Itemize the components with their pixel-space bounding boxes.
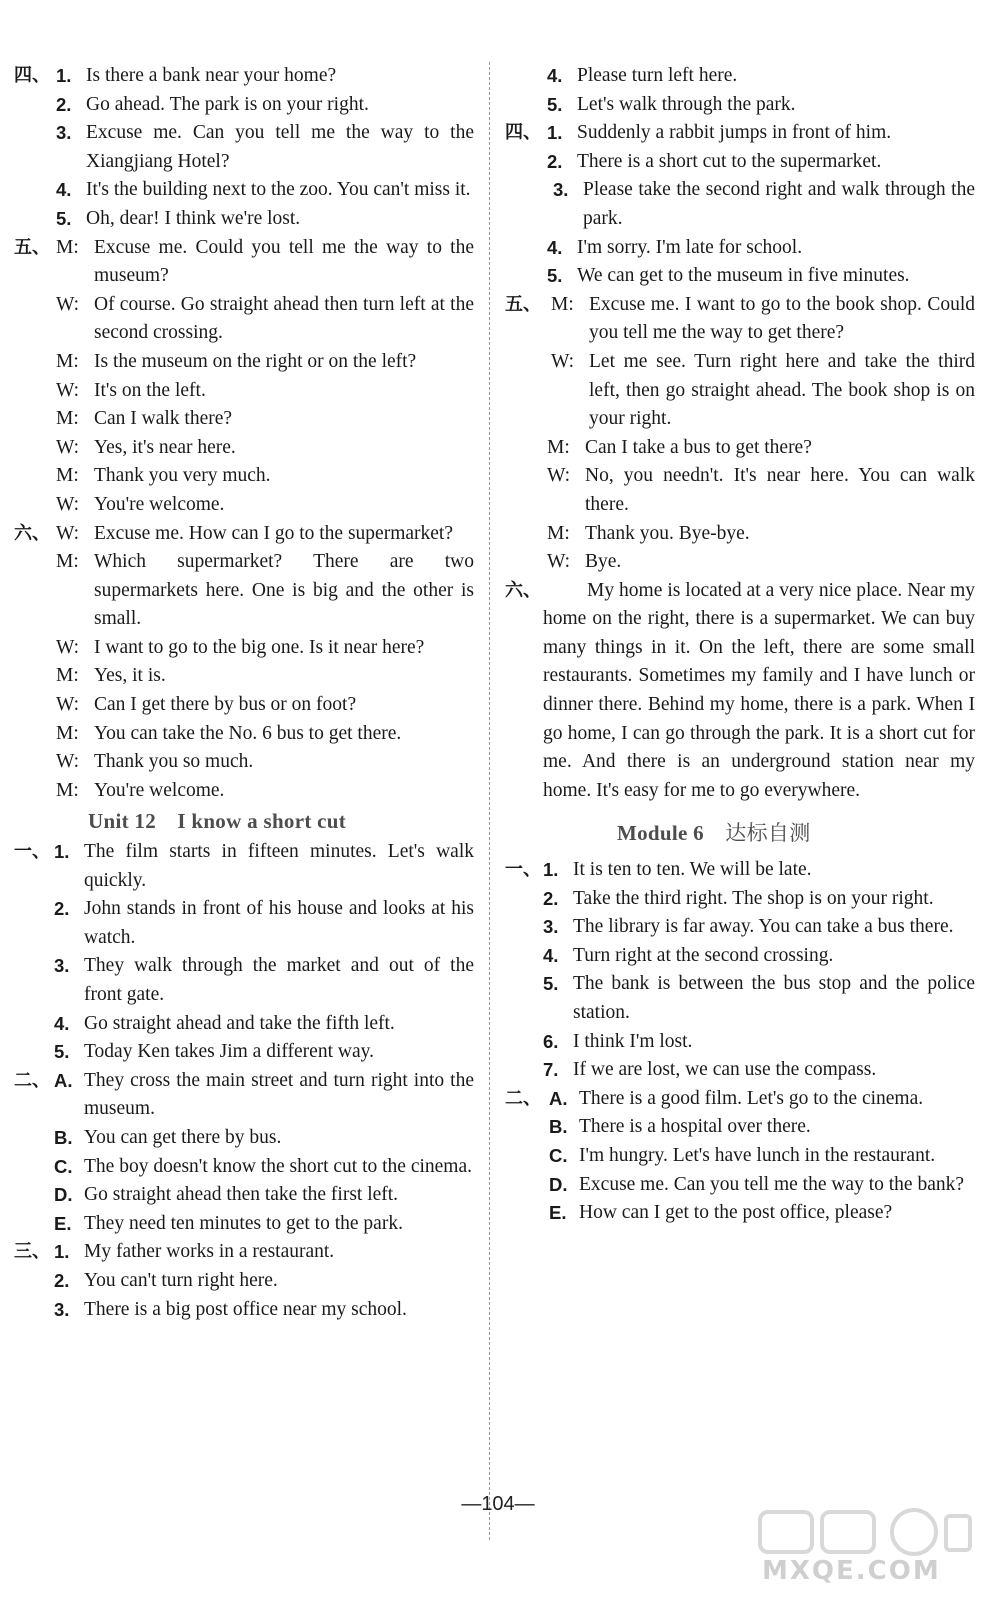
- item-text: It's the building next to the zoo. You can't miss it.: [86, 179, 471, 201]
- item-text: You can take the No. 6 bus to get there.: [94, 722, 402, 744]
- item-text: If we are lost, we can use the compass.: [573, 1059, 877, 1081]
- item-number: 1.: [56, 65, 72, 86]
- item-number: 3.: [54, 955, 70, 977]
- speaker-label: M:: [56, 779, 79, 801]
- item-number: 1.: [54, 1241, 70, 1263]
- item-number: C.: [54, 1155, 73, 1177]
- item-text: Go straight ahead and take the fifth left.: [84, 1012, 395, 1034]
- dialogue-line: [14, 405, 474, 434]
- dialogue-line: [14, 434, 474, 463]
- dialogue-line: [505, 434, 975, 463]
- item-number: B.: [549, 1116, 568, 1138]
- item-text: We can get to the museum in five minutes.: [577, 265, 910, 287]
- answer-item: [14, 91, 474, 120]
- item-text: Which supermarket? There are two supermarkets here. One is big and the other is small.: [94, 551, 474, 630]
- answer-item: [505, 1199, 975, 1228]
- dialogue-line: [14, 348, 474, 377]
- item-text: The boy doesn't know the short cut to the cinema.: [84, 1155, 473, 1177]
- speaker-label: W:: [56, 293, 80, 315]
- watermark-text: MXQE.COM: [762, 1556, 941, 1586]
- section-marker: 一、: [14, 841, 50, 863]
- item-number: 3.: [54, 1298, 70, 1320]
- item-number: 2.: [56, 93, 72, 115]
- passage-paragraph: [505, 577, 975, 806]
- dialogue-line: [505, 548, 975, 577]
- item-text: Oh, dear! I think we're lost.: [86, 207, 301, 229]
- item-text: John stands in front of his house and looks at his watch.: [84, 898, 474, 948]
- answer-item: [14, 119, 474, 176]
- speaker-label: W:: [56, 436, 80, 458]
- item-number: 4.: [543, 944, 559, 966]
- item-text: I want to go to the big one. Is it near here?: [94, 636, 425, 658]
- item-text: They cross the main street and turn right into the museum.: [84, 1069, 474, 1120]
- answer-item: [505, 885, 975, 914]
- item-number: E.: [54, 1212, 72, 1234]
- item-number: 5.: [56, 207, 72, 229]
- item-text: They walk through the market and out of the front gate.: [84, 955, 474, 1005]
- item-number: A.: [54, 1069, 73, 1091]
- answer-item: [14, 1267, 474, 1296]
- dialogue-line: [14, 777, 474, 806]
- item-text: It is ten to ten. We will be late.: [573, 859, 812, 881]
- answer-item: [14, 1181, 474, 1210]
- item-number: 4.: [56, 179, 72, 201]
- section-marker: 四、: [505, 122, 541, 144]
- item-number: B.: [54, 1126, 73, 1148]
- speaker-label: M:: [547, 436, 570, 458]
- item-text: Excuse me. Can you tell me the way to the bank?: [579, 1173, 965, 1195]
- item-text: Go straight ahead then take the first left.: [84, 1184, 399, 1206]
- answer-item: [14, 1210, 474, 1239]
- answer-item: [14, 1296, 474, 1325]
- item-text: Please turn left here.: [577, 65, 738, 86]
- item-text: Please take the second right and walk through the park.: [583, 179, 975, 229]
- item-number: 7.: [543, 1059, 559, 1081]
- watermark-logo: [756, 1506, 974, 1586]
- answer-item: [14, 1038, 474, 1067]
- item-text: The library is far away. You can take a bus there.: [573, 916, 954, 938]
- answer-item: [505, 1056, 975, 1085]
- answer-item: [14, 205, 474, 234]
- dialogue-line: [14, 662, 474, 691]
- dialogue-line: [14, 491, 474, 520]
- item-number: C.: [549, 1144, 568, 1166]
- item-text: How can I get to the post office, please?: [579, 1202, 893, 1224]
- item-number: 2.: [543, 887, 559, 909]
- item-text: Take the third right. The shop is on your right.: [573, 887, 934, 909]
- dialogue-line: [505, 291, 975, 348]
- heading-text: Unit 12 I know a short cut: [88, 809, 347, 834]
- item-number: A.: [549, 1087, 568, 1109]
- item-number: 5.: [54, 1041, 70, 1063]
- dialogue-line: [505, 348, 975, 434]
- item-number: D.: [549, 1173, 568, 1195]
- item-number: 6.: [543, 1030, 559, 1052]
- item-text: Turn right at the second crossing.: [573, 944, 834, 966]
- answer-item: [14, 176, 474, 205]
- answer-item: [505, 1085, 975, 1114]
- answer-item: [505, 942, 975, 971]
- item-text: Is there a bank near your home?: [86, 65, 337, 86]
- item-number: 1.: [54, 841, 70, 863]
- answer-item: [505, 1171, 975, 1200]
- answer-item: [14, 62, 474, 91]
- item-number: 2.: [547, 150, 563, 172]
- right-column: [505, 62, 975, 1228]
- item-number: 3.: [543, 916, 559, 938]
- speaker-label: M:: [547, 522, 570, 544]
- speaker-label: M:: [56, 551, 79, 573]
- speaker-label: M:: [56, 665, 79, 687]
- dialogue-line: [14, 720, 474, 749]
- answer-item: [505, 119, 975, 148]
- dialogue-line: [14, 691, 474, 720]
- answer-item: [505, 913, 975, 942]
- speaker-label: M:: [56, 722, 79, 744]
- item-text: Thank you so much.: [94, 751, 254, 773]
- section-marker: 六、: [505, 579, 541, 601]
- speaker-label: W:: [56, 493, 80, 515]
- answer-item: [505, 262, 975, 291]
- answer-item: [14, 1067, 474, 1124]
- answer-item: [14, 838, 474, 895]
- item-text: Excuse me. I want to go to the book shop. Could you tell me the way to get there?: [589, 293, 975, 344]
- speaker-label: W:: [547, 551, 571, 573]
- item-text: They need ten minutes to get to the park.: [84, 1212, 403, 1234]
- item-number: 4.: [547, 236, 563, 258]
- answer-item: [505, 970, 975, 1027]
- item-text: You can get there by bus.: [84, 1126, 282, 1148]
- section-marker: 五、: [14, 236, 50, 258]
- answer-item: [14, 1153, 474, 1182]
- column-divider: [489, 62, 490, 1540]
- answer-item: [14, 1124, 474, 1153]
- item-text: I think I'm lost.: [573, 1030, 693, 1052]
- item-text: Is the museum on the right or on the left?: [94, 350, 417, 372]
- answer-item: [505, 91, 975, 120]
- section-marker: 一、: [505, 859, 541, 881]
- item-text: Thank you very much.: [94, 465, 271, 487]
- speaker-label: M:: [56, 408, 79, 430]
- item-text: Let's walk through the park.: [577, 93, 796, 115]
- item-text: Can I walk there?: [94, 408, 233, 430]
- section-heading: [505, 819, 975, 848]
- dialogue-line: [14, 634, 474, 663]
- section-marker: 四、: [14, 65, 50, 86]
- watermark-emblem-icon: [756, 1506, 974, 1558]
- page-number: —104—: [461, 1493, 535, 1515]
- dialogue-line: [505, 462, 975, 519]
- section-marker: 五、: [505, 293, 541, 315]
- speaker-label: W:: [551, 350, 575, 372]
- item-text: The film starts in fifteen minutes. Let's walk quickly.: [84, 841, 474, 891]
- answer-item: [505, 176, 975, 233]
- item-text: The bank is between the bus stop and the police station.: [573, 973, 975, 1023]
- item-text: Go ahead. The park is on your right.: [86, 93, 369, 115]
- item-number: 1.: [543, 859, 559, 881]
- item-text: Excuse me. How can I go to the supermarket?: [94, 522, 453, 544]
- speaker-label: M:: [56, 350, 79, 372]
- speaker-label: W:: [56, 379, 80, 401]
- item-text: Today Ken takes Jim a different way.: [84, 1041, 374, 1063]
- item-number: 3.: [56, 122, 72, 144]
- dialogue-line: [14, 520, 474, 549]
- left-column: [14, 62, 474, 1324]
- item-number: 4.: [547, 65, 563, 86]
- dialogue-line: [14, 234, 474, 291]
- item-text: Suddenly a rabbit jumps in front of him.: [577, 122, 892, 144]
- dialogue-line: [14, 748, 474, 777]
- answer-item: [14, 1238, 474, 1267]
- item-text: Bye.: [585, 551, 622, 573]
- answer-item: [505, 856, 975, 885]
- section-marker: 二、: [505, 1087, 541, 1109]
- item-text: There is a big post office near my school.: [84, 1298, 407, 1320]
- answer-item: [505, 1113, 975, 1142]
- answer-item: [505, 62, 975, 91]
- item-number: 1.: [547, 122, 563, 144]
- item-text: Thank you. Bye-bye.: [585, 522, 750, 544]
- section-marker: 二、: [14, 1069, 50, 1091]
- answer-item: [14, 1010, 474, 1039]
- item-text: You can't turn right here.: [84, 1269, 278, 1291]
- section-heading: [14, 807, 474, 836]
- item-number: 5.: [547, 93, 563, 115]
- dialogue-line: [14, 462, 474, 491]
- item-text: You're welcome.: [94, 493, 225, 515]
- dialogue-line: [14, 548, 474, 634]
- answer-item: [505, 234, 975, 263]
- item-text: Can I take a bus to get there?: [585, 436, 812, 458]
- section-marker: 六、: [14, 522, 50, 544]
- item-number: 2.: [54, 1269, 70, 1291]
- item-text: Yes, it's near here.: [94, 436, 236, 458]
- passage-text: My home is located at a very nice place. Near my home on the right, there is a supermarket. We can buy many things in it. On the left, there are some small restaurants. Sometimes my family and I have lunch or dinner there. Behind my home, there is a park. When I go home, I can go through the park. It is a short cut for me. And there is an underground station near my home. It's easy for me to go everywhere.: [543, 579, 975, 801]
- item-text: My father works in a restaurant.: [84, 1241, 335, 1263]
- answer-item: [14, 952, 474, 1009]
- speaker-label: W:: [56, 751, 80, 773]
- item-text: It's on the left.: [94, 379, 206, 401]
- item-text: No, you needn't. It's near here. You can walk there.: [585, 465, 975, 515]
- speaker-label: W:: [56, 694, 80, 716]
- dialogue-line: [14, 377, 474, 406]
- section-marker: 三、: [14, 1241, 50, 1263]
- speaker-label: M:: [56, 236, 79, 258]
- speaker-label: W:: [56, 522, 80, 544]
- item-text: Let me see. Turn right here and take the third left, then go straight ahead. The book shop is on your right.: [589, 350, 975, 430]
- item-number: 3.: [553, 179, 569, 201]
- speaker-label: M:: [56, 465, 79, 487]
- item-text: There is a short cut to the supermarket.: [577, 150, 882, 172]
- item-number: D.: [54, 1184, 73, 1206]
- speaker-label: M:: [551, 293, 574, 315]
- item-text: There is a hospital over there.: [579, 1116, 811, 1138]
- item-text: You're welcome.: [94, 779, 225, 801]
- heading-text: Module 6: [617, 821, 726, 846]
- item-number: E.: [549, 1202, 567, 1224]
- item-text: Of course. Go straight ahead then turn left at the second crossing.: [94, 293, 474, 344]
- speaker-label: W:: [56, 636, 80, 658]
- dialogue-line: [14, 291, 474, 348]
- item-text: Can I get there by bus or on foot?: [94, 694, 357, 716]
- item-number: 5.: [547, 265, 563, 287]
- item-text: I'm sorry. I'm late for school.: [577, 236, 803, 258]
- item-number: 2.: [54, 898, 70, 920]
- item-text: Excuse me. Could you tell me the way to the museum?: [94, 236, 474, 287]
- item-number: 5.: [543, 973, 559, 995]
- answer-item: [505, 1028, 975, 1057]
- answer-item: [505, 148, 975, 177]
- item-text: I'm hungry. Let's have lunch in the restaurant.: [579, 1144, 936, 1166]
- speaker-label: W:: [547, 465, 571, 487]
- heading-chinese: 达标自测: [725, 821, 811, 846]
- item-text: Yes, it is.: [94, 665, 166, 687]
- answer-item: [14, 895, 474, 952]
- item-text: There is a good film. Let's go to the cinema.: [579, 1087, 924, 1109]
- item-number: 4.: [54, 1012, 70, 1034]
- item-text: Excuse me. Can you tell me the way to the Xiangjiang Hotel?: [86, 122, 474, 172]
- dialogue-line: [505, 520, 975, 549]
- answer-item: [505, 1142, 975, 1171]
